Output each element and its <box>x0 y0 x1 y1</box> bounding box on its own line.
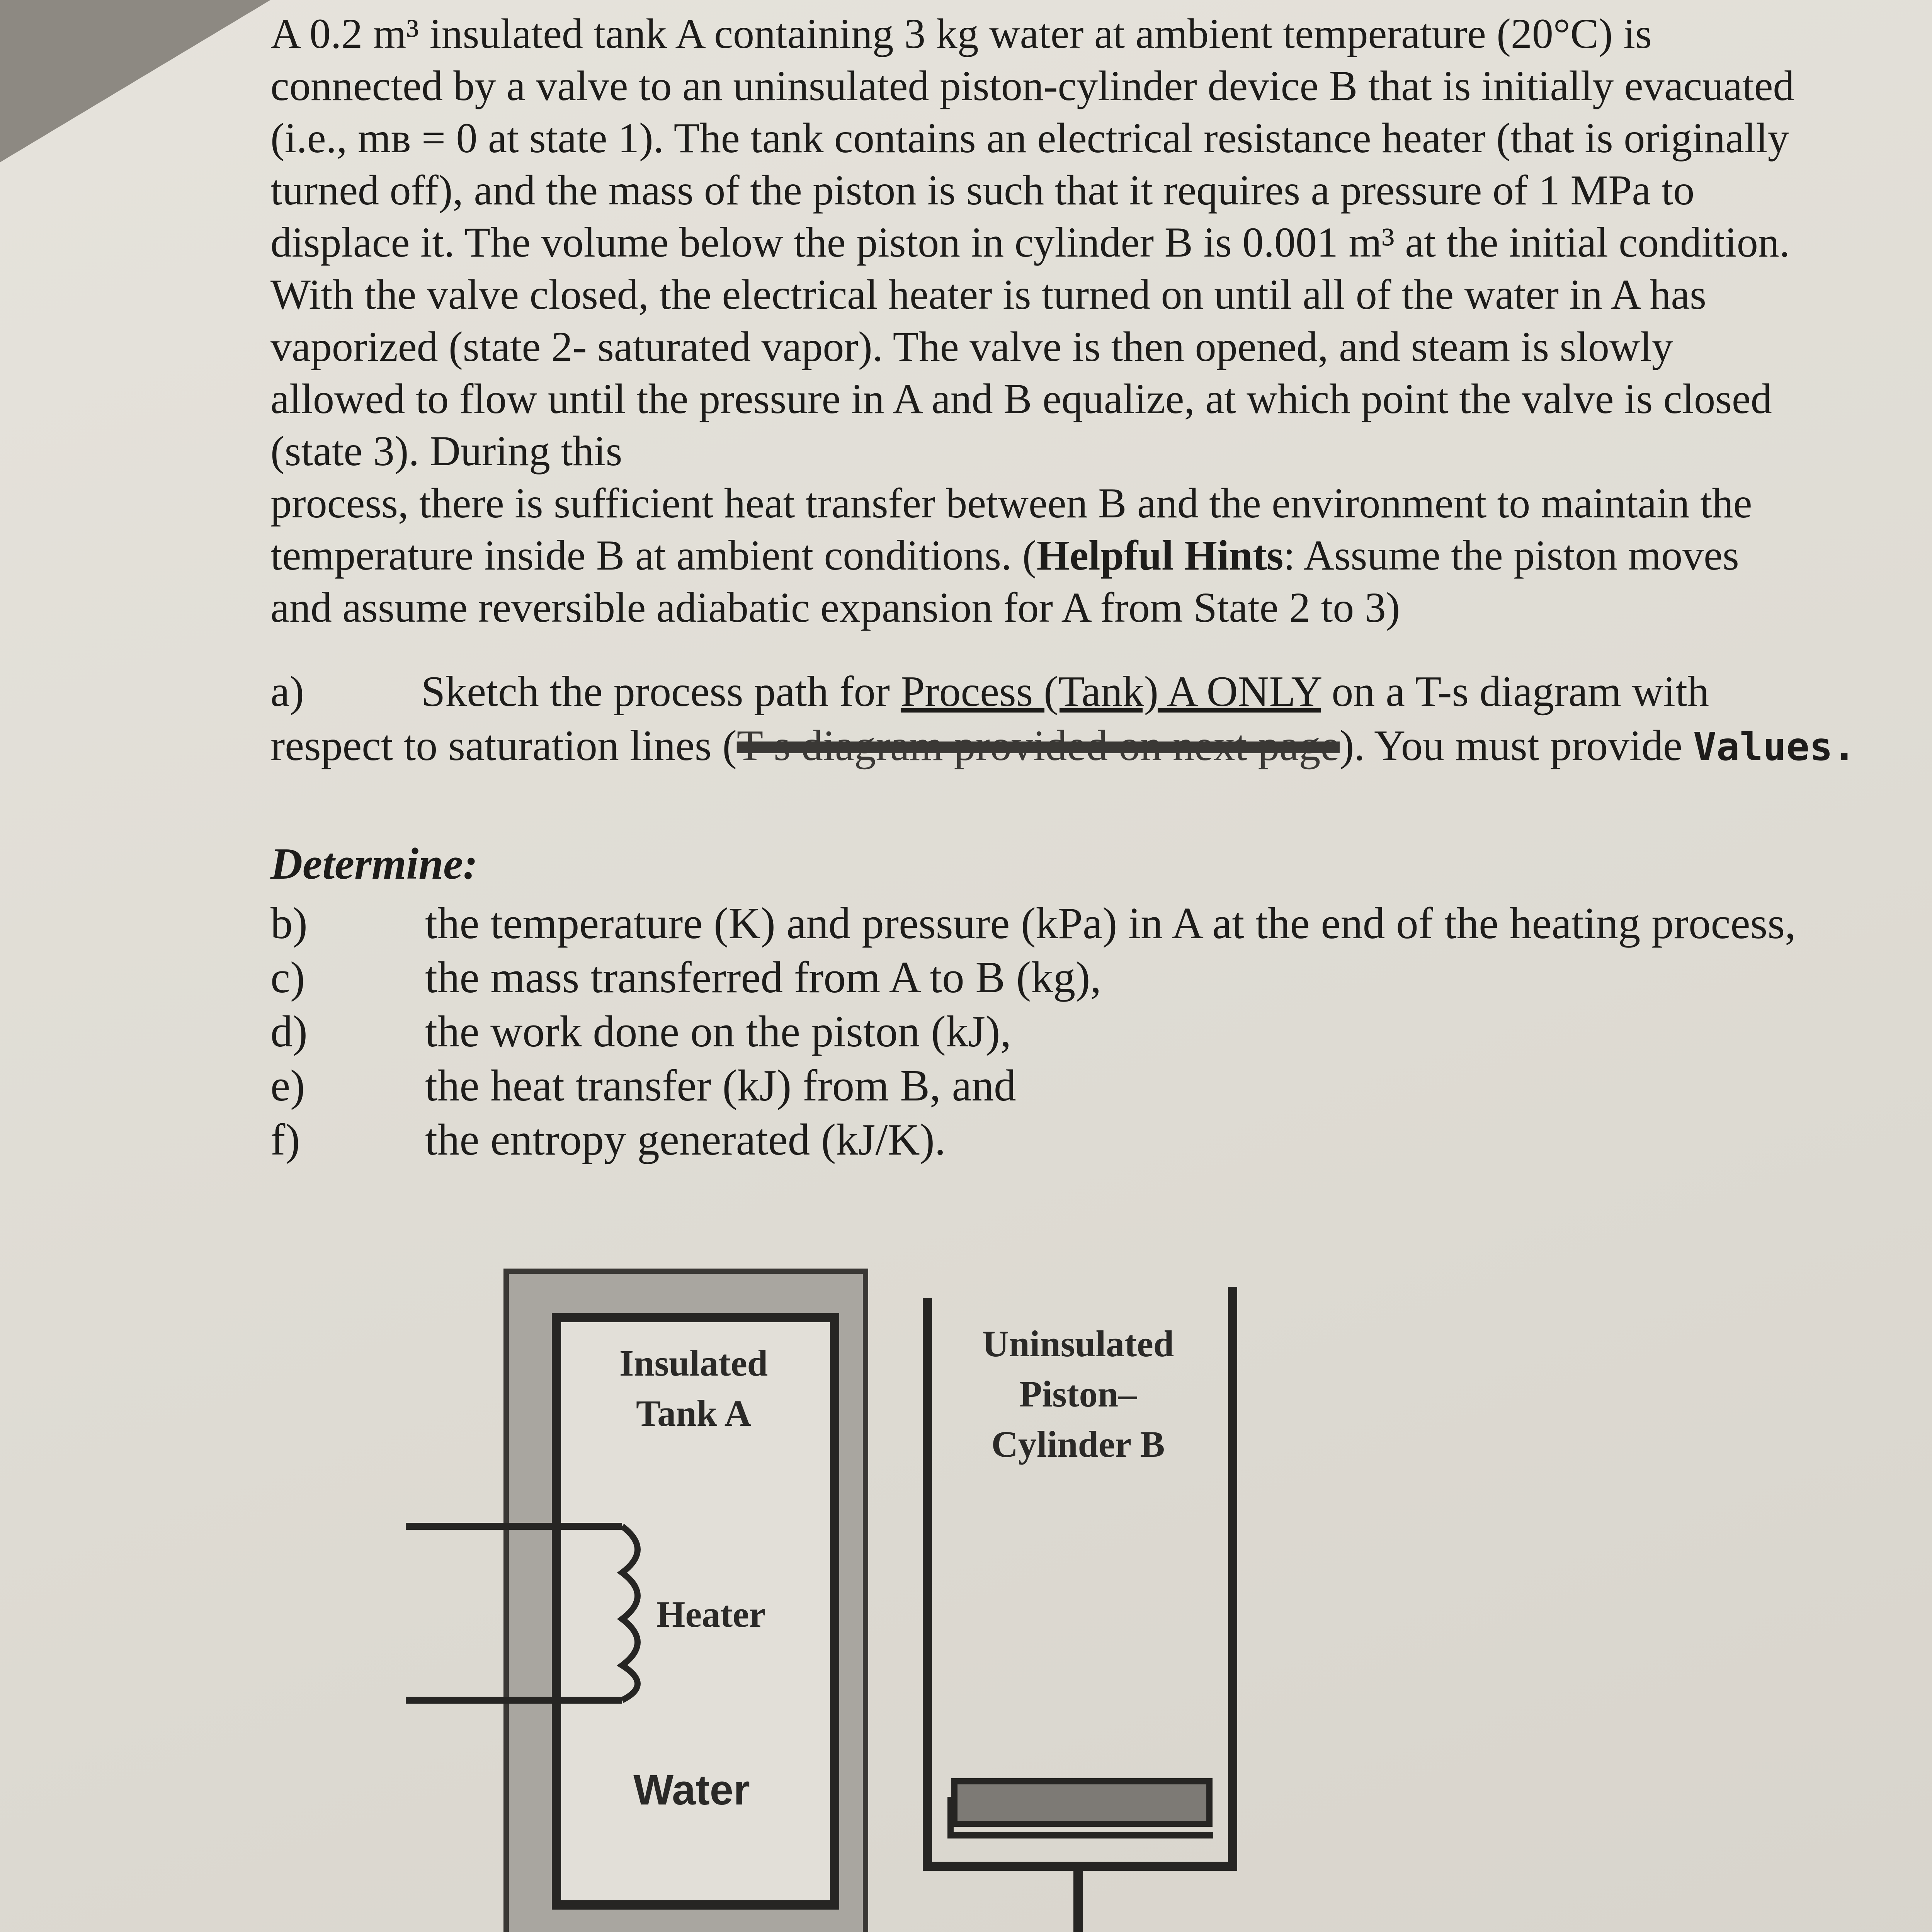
cylinder-label-3: Cylinder B <box>991 1423 1165 1465</box>
question-a-struck-text: T-s diagram provided on next page <box>736 722 1340 770</box>
handwritten-values: Values. <box>1693 724 1856 769</box>
tank-label-2: Tank A <box>636 1393 752 1434</box>
question-a-label: a) <box>270 668 304 716</box>
question-a-line2 <box>270 719 1874 774</box>
determine-heading: Determine: <box>270 839 478 888</box>
problem-line: With the valve closed, the electrical heater is turned on until all of the water in A has <box>270 271 1706 318</box>
problem-line: allowed to flow until the pressure in A and B equalize, at which point the valve is closed <box>270 375 1772 422</box>
system-diagram <box>406 1256 1294 1932</box>
cylinder-label-2: Piston– <box>1019 1373 1137 1415</box>
cylinder-label-1: Uninsulated <box>982 1323 1174 1364</box>
question-a <box>270 665 1874 774</box>
hint-open: ( <box>1022 532 1037 579</box>
problem-line: process, there is sufficient heat transfer between B and the environment to maintain the <box>270 480 1752 527</box>
item-label: e) <box>270 1061 305 1110</box>
problem-line: (state 3). During this <box>270 427 622 474</box>
system-diagram-svg <box>406 1256 1294 1932</box>
item-label: b) <box>270 899 308 948</box>
question-a-text: Sketch the process path for <box>421 668 901 716</box>
hint-line: and assume reversible adiabatic expansion for A from State 2 to 3) <box>270 584 1400 631</box>
list-item <box>270 951 1874 1005</box>
item-text: the entropy generated (kJ/K). <box>425 1115 946 1164</box>
problem-line: A 0.2 m³ insulated tank A containing 3 kg water at ambient temperature (20°C) is <box>270 10 1652 57</box>
list-item <box>270 896 1874 951</box>
question-a-text-after: on a T-s diagram with <box>1321 668 1709 716</box>
problem-line-text: temperature inside B at ambient conditions. <box>270 532 1012 579</box>
problem-line: turned off), and the mass of the piston is such that it requires a pressure of 1 MPa to <box>270 167 1695 214</box>
question-a-underlined: Process (Tank) A ONLY <box>900 668 1321 716</box>
item-text: the temperature (K) and pressure (kPa) in A at the end of the heating process, <box>425 899 1796 948</box>
piston <box>954 1781 1209 1824</box>
question-a-line2-text: respect to saturation lines ( <box>270 722 737 770</box>
list-item <box>270 1005 1874 1059</box>
list-item <box>270 1059 1874 1113</box>
problem-line: vaporized (state 2- saturated vapor). The valve is then opened, and steam is slowly <box>270 323 1673 370</box>
problem-line: (i.e., mʙ = 0 at state 1). The tank contains an electrical resistance heater (that is originally <box>270 114 1789 162</box>
heater-label: Heater <box>656 1594 766 1635</box>
item-label: c) <box>270 953 305 1002</box>
corner-shadow <box>0 0 270 162</box>
item-label: d) <box>270 1007 308 1056</box>
problem-line <box>270 529 1874 582</box>
hint-label: Helpful Hints <box>1036 532 1284 579</box>
question-list <box>270 896 1874 1167</box>
item-text: the work done on the piston (kJ), <box>425 1007 1012 1056</box>
tank-label-1: Insulated <box>619 1342 768 1384</box>
item-text: the heat transfer (kJ) from B, and <box>425 1061 1016 1110</box>
list-item <box>270 1113 1874 1167</box>
problem-line: displace it. The volume below the piston in cylinder B is 0.001 m³ at the initial condition. <box>270 219 1790 266</box>
item-text: the mass transferred from A to B (kg), <box>425 953 1102 1002</box>
item-label: f) <box>270 1115 300 1164</box>
water-label: Water <box>633 1766 750 1814</box>
problem-statement <box>270 8 1874 634</box>
hint-text: : Assume the piston moves <box>1283 532 1739 579</box>
problem-line: connected by a valve to an uninsulated piston-cylinder device B that is initially evacuated <box>270 62 1794 109</box>
question-a-line1 <box>270 665 1874 719</box>
question-a-line2-after: ). You must provide <box>1340 722 1693 770</box>
